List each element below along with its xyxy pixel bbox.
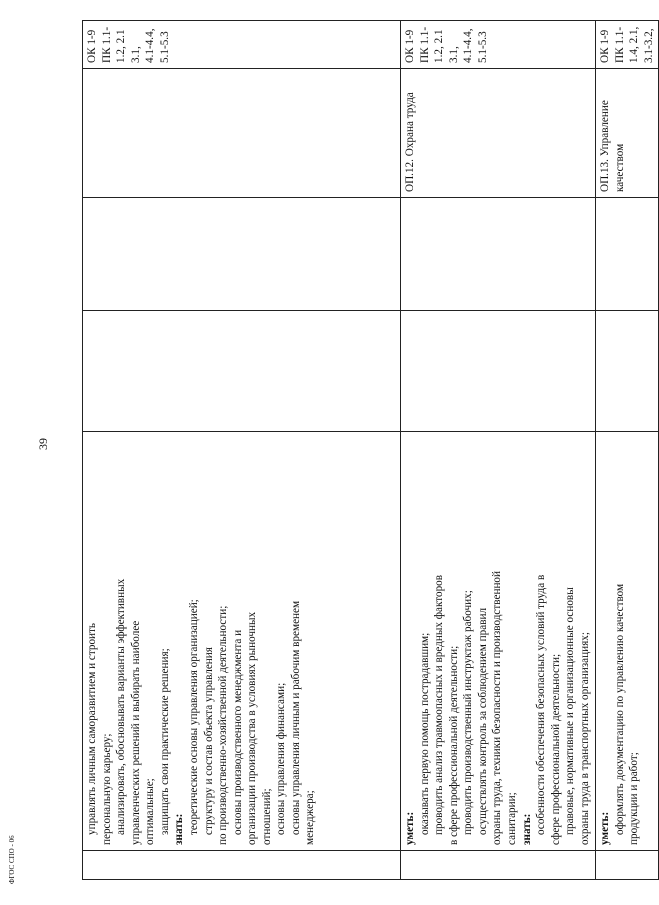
section-label: уметь: [404,811,416,845]
requirement-line: проводить производственный инструктаж рабочих; [462,590,475,835]
hours-class-cell [596,198,659,311]
index-cell [83,851,401,880]
hours-max-cell [83,311,401,432]
page-footer: ФГОС СПО - 06 [8,835,16,884]
requirement-line: продукции и работ; [628,752,641,845]
curriculum-table [82,20,659,880]
requirement-line: осуществлять контроль за соблюдением правил [476,607,489,835]
requirement-line: структуру и состав объекта управления [202,647,215,835]
requirement-line: сфере профессиональной деятельности; [549,653,562,845]
hours-class-cell [83,198,401,311]
requirement-line: отношений; [260,788,273,845]
requirement-line: анализировать, обосновывать варианты эффективных [115,578,128,835]
index-cell [401,851,596,880]
hours-class-cell [401,198,596,311]
requirement-line: оказывать первую помощь пострадавшим; [418,632,431,835]
requirement-line: правовые, нормативные и организационные основы [564,587,577,835]
requirement-line: основы производственного менеджмента и [231,629,244,835]
requirements-cell [83,432,401,851]
requirement-line: теоретические основы управления организацией; [187,599,200,835]
requirement-line: управленческих решений и выбирать наиболее [129,620,142,845]
requirement-line: особенности обеспечения безопасных условий труда в [535,574,548,835]
requirement-line: организации производства в условиях рыночных [246,611,259,845]
requirement-line: в сфере профессиональной деятельности; [447,645,460,845]
section-label: знать: [520,813,533,845]
discipline-cell [83,69,401,198]
requirement-line: санитарии; [505,792,518,845]
requirement-line: основы управления финансами; [275,682,288,835]
discipline-cell: ОП.13. Управление качеством [596,69,659,198]
requirement-line: охраны труда в транспортных организациях; [578,632,591,845]
requirement-line: проводить анализ травмоопасных и вредных факторов [433,574,446,835]
requirement-line: охраны труда, техники безопасности и производственной [491,570,504,845]
curriculum-table-sheet [82,20,655,880]
table-row [401,21,596,880]
competencies-cell: ОК 1-9 ПК 1.1-1.2, 2.1 3.1, 4.1-4.4, 5.1-5.3 [83,21,401,69]
requirement-line: персональную карьеру; [100,733,113,845]
discipline-cell: ОП.12. Охрана труда [401,69,596,198]
requirement-line: управлять личным саморазвитием и строить [86,622,98,835]
requirement-line: менеджера; [304,790,317,845]
requirement-line: оформлять документацию по управлению качеством [613,583,626,835]
requirements-cell [401,432,596,851]
requirements-cell [596,432,659,851]
requirement-line: защищать свои практические решения; [158,648,171,835]
index-cell [596,851,659,880]
requirement-line: оптимальные; [144,778,157,845]
section-label: знать: [173,813,186,845]
section-label: уметь: [599,811,611,845]
table-row [83,21,401,880]
page-number: 39 [36,438,50,450]
hours-max-cell [401,311,596,432]
table-row [596,21,659,880]
requirement-line: по производственно-хозяйственной деятельности; [217,605,230,845]
competencies-cell: ОК 1-9 ПК 1.1-1.4, 2.1, 3.1-3.2, [596,21,659,69]
requirement-line: основы управления личным и рабочим временем [289,600,302,835]
hours-max-cell [596,311,659,432]
competencies-cell: ОК 1-9 ПК 1.1-1.2, 2.1 3.1, 4.1-4.4, 5.1-5.3 [401,21,596,69]
